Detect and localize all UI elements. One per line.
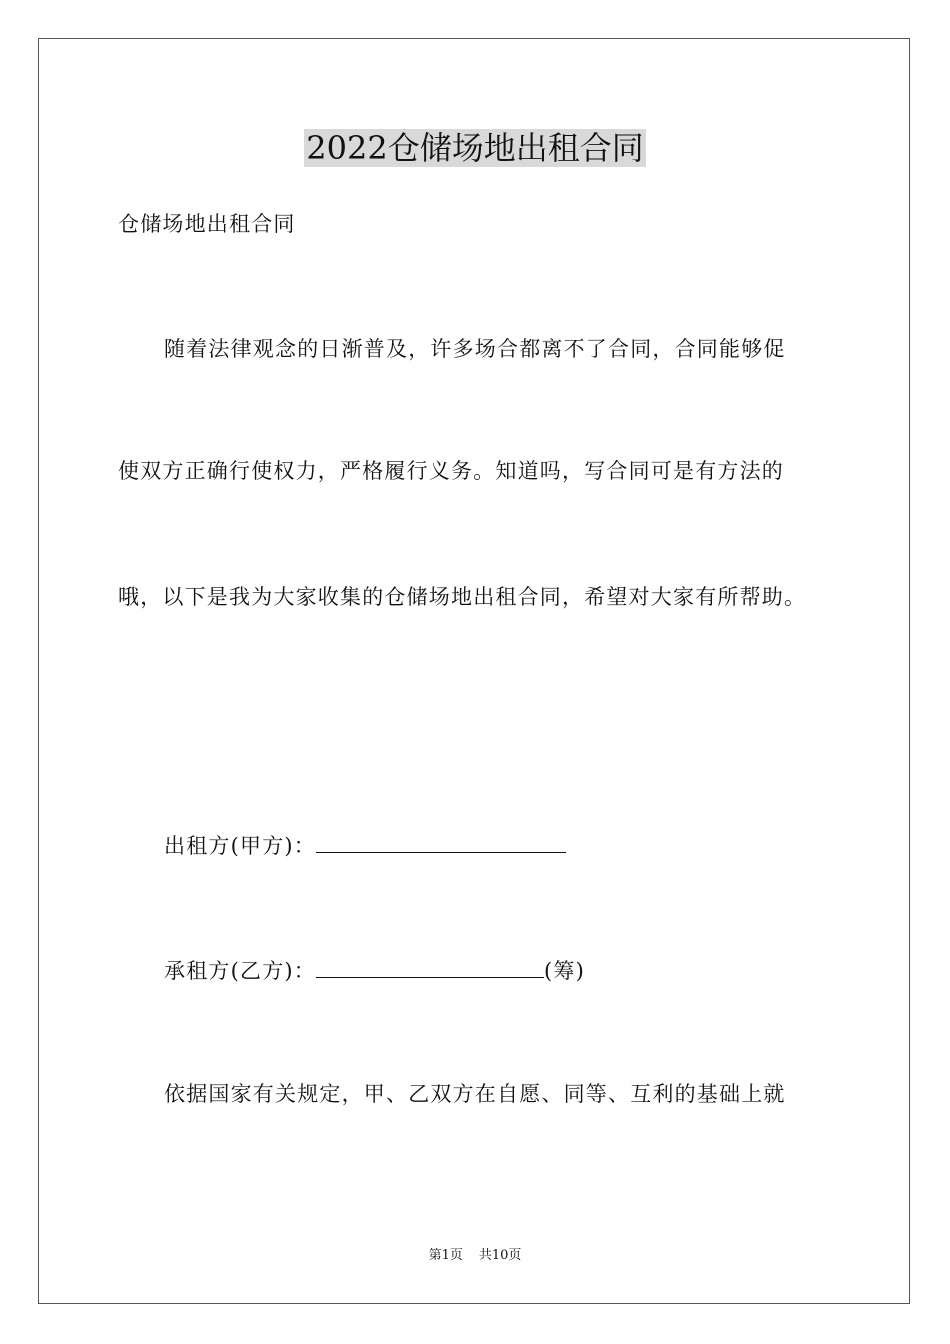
document-title [0,128,950,168]
document-title-text: 2022仓储场地出租合同 [306,129,644,167]
total-pages: 共10页 [478,1248,522,1263]
party-a-line [164,831,566,861]
party-a-blank[interactable] [316,832,566,853]
party-b-blank[interactable] [316,957,544,978]
intro-line-2: 使双方正确行使权力，严格履行义务。知道吗，写合同可是有方法的 [118,459,784,483]
current-page: 第1页 [428,1248,463,1263]
party-b-suffix: (筹) [544,959,585,983]
page-footer [0,1247,950,1265]
subtitle: 仓储场地出租合同 [118,212,296,236]
party-a-label: 出租方(甲方)： [164,834,316,858]
basis-line: 依据国家有关规定，甲、乙双方在自愿、同等、互利的基础上就 [164,1082,786,1106]
party-b-label: 承租方(乙方)： [164,959,316,983]
intro-line-1: 随着法律观念的日渐普及，许多场合都离不了合同，合同能够促 [164,337,786,361]
intro-line-3: 哦，以下是我为大家收集的仓储场地出租合同，希望对大家有所帮助。 [118,585,807,609]
party-b-line [164,956,585,986]
